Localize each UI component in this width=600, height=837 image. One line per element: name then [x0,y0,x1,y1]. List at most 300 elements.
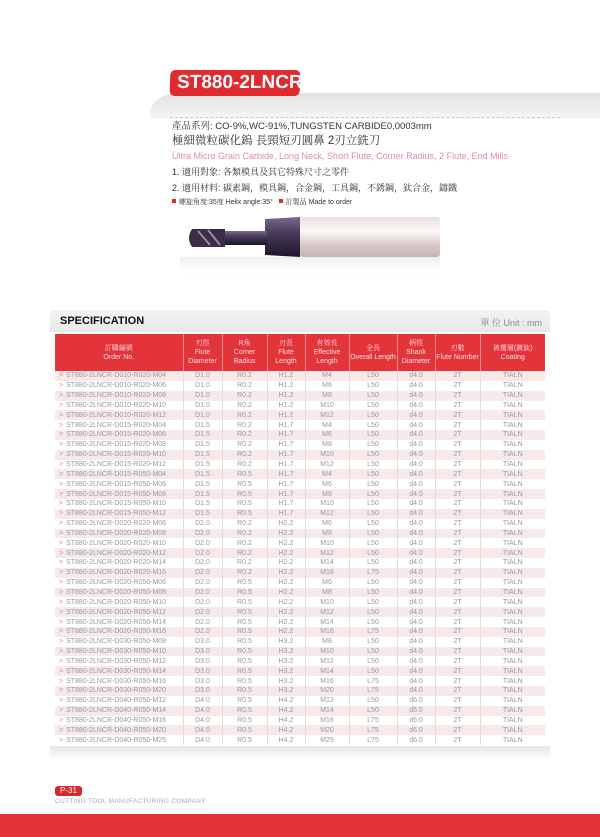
table-cell [55,706,183,716]
table-cell: TIALN [480,568,545,578]
table-cell: D1.5 [183,499,222,509]
order-number: ST880-2LNCR-D040-R050-M16 [66,716,167,724]
table-cell: TIALN [480,371,545,381]
table-cell: L50 [349,440,397,450]
table-cell: R0.5 [222,666,267,676]
table-row[interactable] [55,607,545,617]
table-cell: L50 [349,597,397,607]
table-cell: L50 [349,410,397,420]
table-cell: D1.5 [183,460,222,470]
table-row[interactable] [55,381,545,391]
table-cell: L50 [349,538,397,548]
series-line: 產品系列: CO-9%,WC-91%,TUNGSTEN CARBIDE0.0003mm [172,121,432,132]
table-cell: M4 [305,371,349,381]
table-row[interactable] [55,627,545,637]
table-cell [55,725,183,735]
table-cell: 2T [435,647,480,657]
table-row[interactable] [55,430,545,440]
table-cell: 2T [435,597,480,607]
table-cell: M8 [305,588,349,598]
table-row[interactable] [55,725,545,735]
table-row[interactable] [55,676,545,686]
table-cell: M20 [305,725,349,735]
table-cell: R0.2 [222,381,267,391]
table-cell: D2.0 [183,558,222,568]
table-cell: TIALN [480,479,545,489]
table-cell: M6 [305,479,349,489]
table-cell: L50 [349,401,397,411]
table-cell: H1.7 [267,460,305,470]
table-row[interactable] [55,410,545,420]
order-number: ST880-2LNCR-D020-R020-M10 [66,539,167,547]
spec-title: SPECIFICATION [60,315,145,327]
table-cell: TIALN [480,430,545,440]
table-cell: 2T [435,509,480,519]
coating-tag: (TIALN) [307,79,334,87]
table-cell: TIALN [480,588,545,598]
table-cell: d6.0 [397,735,435,745]
chevron-right-icon: > [59,441,64,449]
table-cell [55,499,183,509]
table-cell: TIALN [480,519,545,529]
table-cell [55,558,183,568]
table-cell: d4.0 [397,597,435,607]
table-cell: L50 [349,381,397,391]
order-number: ST880-2LNCR-D020-R050-M08 [66,588,167,596]
table-cell: L75 [349,568,397,578]
table-cell: H4.2 [267,735,305,745]
chevron-right-icon: > [59,529,64,537]
table-cell: TIALN [480,637,545,647]
column-header-en: Flute Diameter [188,349,217,365]
order-number: ST880-2LNCR-D020-R050-M06 [66,579,167,587]
table-row[interactable] [55,548,545,558]
table-cell: R0.5 [222,735,267,745]
table-cell: D1.0 [183,391,222,401]
table-cell: M8 [305,637,349,647]
table-cell: 2T [435,686,480,696]
column-header-zh: 柄徑 [409,340,423,347]
table-row[interactable] [55,509,545,519]
chevron-right-icon: > [59,411,64,419]
table-cell: M20 [305,686,349,696]
table-cell: H4.2 [267,696,305,706]
table-cell: R0.5 [222,469,267,479]
table-cell: TIALN [480,725,545,735]
table-cell: d4.0 [397,519,435,529]
table-cell: R0.5 [222,499,267,509]
table-cell: d6.0 [397,725,435,735]
table-cell: D2.0 [183,538,222,548]
table-cell [55,686,183,696]
table-cell [55,578,183,588]
table-row[interactable] [55,588,545,598]
table-cell: d6.0 [397,706,435,716]
chevron-right-icon: > [59,697,64,705]
table-row[interactable] [55,637,545,647]
table-row[interactable] [55,716,545,726]
table-cell: H1.7 [267,430,305,440]
table-row[interactable] [55,519,545,529]
table-cell: d4.0 [397,410,435,420]
product-title-badge [170,70,334,96]
table-cell: TIALN [480,735,545,745]
table-cell: TIALN [480,460,545,470]
table-cell: R0.5 [222,686,267,696]
table-cell [55,676,183,686]
table-cell: M6 [305,519,349,529]
table-cell: M12 [305,460,349,470]
table-row[interactable] [55,656,545,666]
table-cell: d4.0 [397,479,435,489]
table-row[interactable] [55,479,545,489]
table-cell: R0.2 [222,548,267,558]
table-cell: R0.2 [222,519,267,529]
table-cell: R0.2 [222,371,267,381]
table-cell: L50 [349,696,397,706]
table-cell: d4.0 [397,686,435,696]
chevron-right-icon: > [59,431,64,439]
column-header [183,334,222,371]
order-number: ST880-2LNCR-D010-R020-M12 [66,411,167,419]
table-cell: M8 [305,529,349,539]
table-cell: TIALN [480,391,545,401]
table-cell: d4.0 [397,391,435,401]
table-cell: 2T [435,637,480,647]
table-cell: R0.2 [222,401,267,411]
table-cell: R0.5 [222,617,267,627]
column-header [305,334,349,371]
table-cell: R0.5 [222,597,267,607]
table-cell: d6.0 [397,716,435,726]
table-cell: H2.2 [267,568,305,578]
table-cell: M10 [305,499,349,509]
table-cell: d4.0 [397,460,435,470]
table-cell: L50 [349,479,397,489]
column-header-zh: 刃長 [279,340,293,347]
table-cell [55,479,183,489]
chevron-right-icon: > [59,569,64,577]
table-cell: TIALN [480,647,545,657]
chevron-right-icon: > [59,382,64,390]
table-cell: H4.2 [267,716,305,726]
order-number: ST880-2LNCR-D010-R020-M10 [66,401,167,409]
table-cell: d4.0 [397,499,435,509]
table-cell: D2.0 [183,607,222,617]
order-number: ST880-2LNCR-D040-R050-M12 [66,697,167,705]
chevron-right-icon: > [59,461,64,469]
header-swoosh [150,93,600,119]
table-cell: D2.0 [183,617,222,627]
english-name: Ultra Micro Grain Carbide, Long Neck, Short Flute, Corner Radius, 2 Flute, End Mills [172,151,509,161]
table-cell: TIALN [480,666,545,676]
order-number: ST880-2LNCR-D040-R050-M20 [66,726,167,734]
table-cell: H1.7 [267,499,305,509]
table-cell: H1.7 [267,509,305,519]
table-cell: D3.0 [183,656,222,666]
order-number: ST880-2LNCR-D020-R020-M12 [66,549,167,557]
table-row[interactable] [55,371,545,381]
table-cell: D1.5 [183,479,222,489]
table-cell: 2T [435,479,480,489]
order-number: ST880-2LNCR-D020-R050-M16 [66,628,167,636]
table-cell: L75 [349,686,397,696]
table-cell: D1.5 [183,489,222,499]
table-cell: D1.5 [183,420,222,430]
table-cell: D4.0 [183,706,222,716]
table-cell: L50 [349,647,397,657]
chevron-right-icon: > [59,638,64,646]
table-cell [55,519,183,529]
column-header-zh: R角 [238,340,251,347]
table-cell: R0.5 [222,509,267,519]
table-cell: M10 [305,597,349,607]
table-row[interactable] [55,597,545,607]
table-cell: D1.5 [183,450,222,460]
table-cell: 2T [435,716,480,726]
bullet-icon [279,199,283,203]
table-row[interactable] [55,391,545,401]
table-cell: L50 [349,706,397,716]
spec-table [55,334,545,745]
table-row[interactable] [55,686,545,696]
table-cell: M10 [305,647,349,657]
table-cell: R0.5 [222,696,267,706]
table-row[interactable] [55,460,545,470]
column-header-en: Order No. [103,353,135,361]
table-cell: d4.0 [397,627,435,637]
order-number: ST880-2LNCR-D015-R050-M06 [66,480,167,488]
table-cell: M8 [305,440,349,450]
column-header-zh: 訂購編號 [104,344,133,352]
table-cell [55,597,183,607]
table-cell: R0.5 [222,716,267,726]
table-cell: d4.0 [397,588,435,598]
table-cell: TIALN [480,499,545,509]
table-cell: R0.5 [222,588,267,598]
table-cell: TIALN [480,706,545,716]
table-cell: R0.5 [222,656,267,666]
table-row[interactable] [55,469,545,479]
table-cell [55,489,183,499]
table-cell: d4.0 [397,381,435,391]
table-cell: 2T [435,440,480,450]
table-cell: H2.2 [267,597,305,607]
order-number: ST880-2LNCR-D015-R020-M08 [66,441,167,449]
table-cell: 2T [435,391,480,401]
table-row[interactable] [55,706,545,716]
table-cell [55,647,183,657]
table-cell: D1.0 [183,381,222,391]
product-description [172,120,508,210]
table-cell: R0.5 [222,637,267,647]
order-number: ST880-2LNCR-D015-R050-M12 [66,510,167,518]
table-row[interactable] [55,529,545,539]
table-row[interactable] [55,401,545,411]
table-cell: D2.0 [183,568,222,578]
table-cell [55,735,183,745]
table-row[interactable] [55,568,545,578]
table-cell: TIALN [480,676,545,686]
table-cell: 2T [435,578,480,588]
order-number: ST880-2LNCR-D010-R020-M04 [66,372,167,380]
order-number: ST880-2LNCR-D020-R020-M14 [66,559,167,567]
table-cell: M16 [305,716,349,726]
table-cell [55,656,183,666]
order-number: ST880-2LNCR-D040-R050-M25 [66,736,167,744]
table-cell [55,381,183,391]
order-number: ST880-2LNCR-D030-R050-M14 [66,667,167,675]
table-cell: H1.7 [267,469,305,479]
chevron-right-icon: > [59,736,64,744]
table-cell: TIALN [480,686,545,696]
table-row[interactable] [55,558,545,568]
table-cell: H1.7 [267,489,305,499]
table-cell: H1.2 [267,391,305,401]
table-cell: H2.2 [267,538,305,548]
order-number: ST880-2LNCR-D020-R020-M06 [66,520,167,528]
table-row[interactable] [55,578,545,588]
table-row[interactable] [55,647,545,657]
table-cell: R0.2 [222,450,267,460]
table-cell: 2T [435,450,480,460]
table-cell [55,666,183,676]
column-header [435,334,480,371]
table-cell: R0.2 [222,440,267,450]
table-cell: d4.0 [397,676,435,686]
table-row[interactable] [55,489,545,499]
table-cell: L75 [349,676,397,686]
table-row[interactable] [55,420,545,430]
order-number: ST880-2LNCR-D015-R020-M04 [66,421,167,429]
order-number: ST880-2LNCR-D030-R050-M20 [66,687,167,695]
table-row[interactable] [55,499,545,509]
table-cell: D2.0 [183,597,222,607]
chevron-right-icon: > [59,628,64,636]
table-cell [55,637,183,647]
table-cell: TIALN [480,627,545,637]
chevron-right-icon: > [59,549,64,557]
table-row[interactable] [55,666,545,676]
column-header-zh: 刃數 [450,344,465,352]
table-row[interactable] [55,617,545,627]
table-cell: H3.2 [267,666,305,676]
column-header-en: Shank Diameter [401,349,431,365]
table-cell: M6 [305,430,349,440]
table-cell: L75 [349,627,397,637]
table-cell: TIALN [480,469,545,479]
table-cell: M12 [305,696,349,706]
table-cell: M14 [305,558,349,568]
table-row[interactable] [55,440,545,450]
table-cell: M10 [305,450,349,460]
chevron-right-icon: > [59,579,64,587]
table-cell: H4.2 [267,706,305,716]
chevron-right-icon: > [59,608,64,616]
table-cell: L50 [349,371,397,381]
column-header-zh: 全長 [366,344,380,352]
table-cell [55,568,183,578]
table-row[interactable] [55,696,545,706]
helix-angle: 螺旋角度:35度 Helix angle:35° [179,199,273,206]
table-cell [55,440,183,450]
table-cell: d4.0 [397,489,435,499]
divider [170,117,560,118]
table-cell: M8 [305,489,349,499]
order-number: ST880-2LNCR-D015-R020-M06 [66,431,167,439]
table-cell: 2T [435,420,480,430]
material-line: 2. 適用材料: 碳素鋼，模具鋼，合金鋼，工具鋼，不銹鋼，鈦合金，鑄鐵 [172,183,458,193]
table-cell: D1.5 [183,509,222,519]
table-cell [55,696,183,706]
table-row[interactable] [55,735,545,745]
table-cell [55,607,183,617]
table-cell: 2T [435,607,480,617]
table-cell: R0.2 [222,391,267,401]
table-cell: 2T [435,725,480,735]
order-number: ST880-2LNCR-D020-R050-M10 [66,598,167,606]
table-cell: M12 [305,656,349,666]
order-number: ST880-2LNCR-D020-R020-M16 [66,569,167,577]
table-cell: H2.2 [267,607,305,617]
table-cell: L50 [349,519,397,529]
table-cell: D4.0 [183,716,222,726]
chevron-right-icon: > [59,480,64,488]
table-cell: TIALN [480,538,545,548]
table-cell: L50 [349,450,397,460]
table-row[interactable] [55,538,545,548]
table-cell: M16 [305,568,349,578]
chevron-right-icon: > [59,470,64,478]
table-cell: d4.0 [397,529,435,539]
table-cell: L50 [349,656,397,666]
made-to-order: 訂製品 Made to order [285,199,353,206]
table-cell: H1.7 [267,420,305,430]
table-cell: TIALN [480,607,545,617]
table-cell: H4.2 [267,725,305,735]
page-number: P-31 [55,786,82,796]
table-cell: M25 [305,735,349,745]
table-cell: M8 [305,391,349,401]
table-cell: H3.2 [267,647,305,657]
table-cell [55,627,183,637]
table-header-row [55,334,545,371]
table-cell: R0.2 [222,538,267,548]
table-cell: H3.2 [267,656,305,666]
table-cell: 2T [435,538,480,548]
table-cell: R0.5 [222,725,267,735]
table-cell [55,430,183,440]
table-cell: L50 [349,607,397,617]
table-cell [55,401,183,411]
table-cell: D1.0 [183,371,222,381]
table-cell: R0.5 [222,607,267,617]
table-cell: 2T [435,499,480,509]
table-cell: L50 [349,637,397,647]
product-title: ST880-2LNCR [176,72,304,93]
table-cell: D4.0 [183,735,222,745]
table-cell [55,450,183,460]
chevron-right-icon: > [59,421,64,429]
table-cell: R0.5 [222,479,267,489]
table-cell: H2.2 [267,617,305,627]
table-row[interactable] [55,450,545,460]
table-cell: D3.0 [183,676,222,686]
table-cell: 2T [435,617,480,627]
table-cell: D1.5 [183,430,222,440]
table-cell: D1.0 [183,401,222,411]
column-header-zh: 刃徑 [195,340,210,347]
